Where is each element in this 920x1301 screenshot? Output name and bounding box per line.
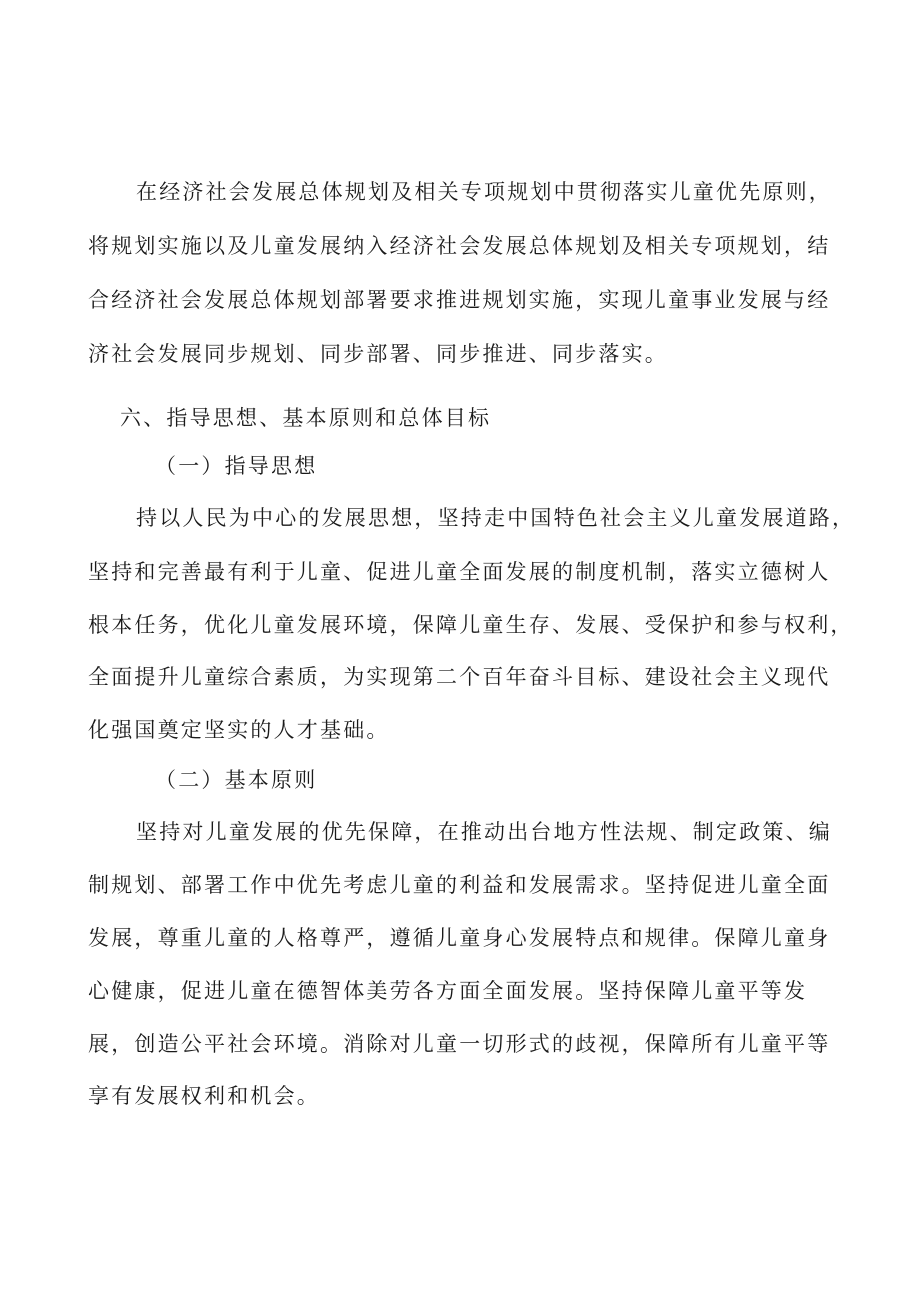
paragraph-line: 享有发展权利和机会。 (88, 1084, 320, 1108)
paragraph-line: 坚持对儿童发展的优先保障，在推动出台地方性法规、制定政策、编 (136, 820, 832, 844)
paragraph-line: 将规划实施以及儿童发展纳入经济社会发展总体规划及相关专项规划，结 (88, 234, 831, 258)
paragraph-line: 展，创造公平社会环境。消除对儿童一切形式的歧视，保障所有儿童平等 (88, 1032, 831, 1056)
section-heading: 六、指导思想、基本原则和总体目标 (120, 406, 492, 430)
paragraph-line: 心健康，促进儿童在德智体美劳各方面全面发展。坚持保障儿童平等发 (88, 979, 808, 1003)
paragraph-line: 合经济社会发展总体规划部署要求推进规划实施，实现儿童事业发展与经 (88, 288, 831, 312)
paragraph-line: 全面提升儿童综合素质，为实现第二个百年奋斗目标、建设社会主义现代 (88, 665, 831, 689)
paragraph-line: 化强国奠定坚实的人才基础。 (88, 718, 390, 742)
subsection-heading-guiding-thought: （一）指导思想 (155, 454, 318, 478)
paragraph-line: 在经济社会发展总体规划及相关专项规划中贯彻落实儿童优先原则， (136, 180, 832, 204)
paragraph-line: 持以人民为中心的发展思想，坚持走中国特色社会主义儿童发展道路， (136, 506, 856, 530)
paragraph-line: 发展，尊重儿童的人格尊严，遵循儿童身心发展特点和规律。保障儿童身 (88, 926, 831, 950)
subsection-heading-basic-principles: （二）基本原则 (155, 768, 318, 792)
paragraph-line: 根本任务，优化儿童发展环境，保障儿童生存、发展、受保护和参与权利， (88, 613, 854, 637)
paragraph-line: 济社会发展同步规划、同步部署、同步推进、同步落实。 (88, 342, 668, 366)
paragraph-line: 坚持和完善最有利于儿童、促进儿童全面发展的制度机制，落实立德树人 (88, 560, 831, 584)
paragraph-line: 制规划、部署工作中优先考虑儿童的利益和发展需求。坚持促进儿童全面 (88, 873, 831, 897)
